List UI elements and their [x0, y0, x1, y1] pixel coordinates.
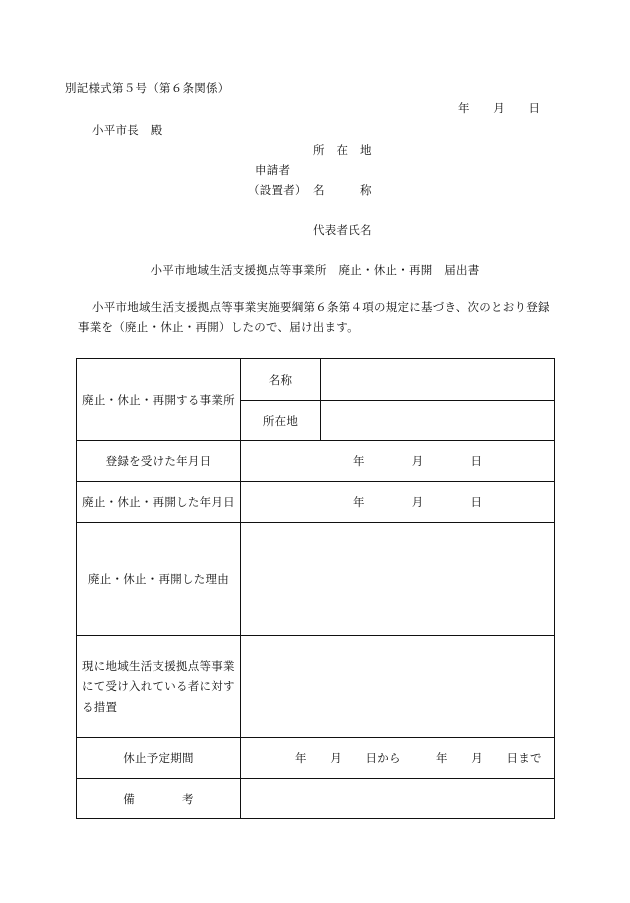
applicant-name-label: 名 称 — [313, 183, 372, 197]
addressee: 小平市長 殿 — [92, 123, 163, 137]
remarks-value-cell — [241, 779, 555, 819]
table-row — [77, 482, 555, 523]
office-label-cell: 廃止・休止・再開する事業所 — [77, 359, 241, 441]
table-row — [77, 523, 555, 636]
body-text-line-1: 小平市地域生活支援拠点等事業実施要綱第６条第４項の規定に基づき、次のとおり登録 — [92, 300, 550, 314]
representative-name-label: 代表者氏名 — [313, 223, 372, 237]
office-address-value-cell — [321, 401, 555, 441]
establisher-label: （設置者） — [248, 183, 307, 197]
table-row — [77, 636, 555, 738]
remarks-label-cell: 備 考 — [77, 779, 241, 819]
table-row — [77, 779, 555, 819]
reason-label-cell: 廃止・休止・再開した理由 — [77, 523, 241, 636]
reason-value-cell — [241, 523, 555, 636]
measures-label-cell: 現に地域生活支援拠点等事業にて受け入れている者に対する措置 — [77, 636, 241, 738]
measures-value-cell — [241, 636, 555, 738]
suspension-period-value-cell: 年 月 日から 年 月 日まで — [241, 738, 555, 779]
notification-table — [76, 358, 555, 819]
office-address-label-cell: 所在地 — [241, 401, 321, 441]
document-title: 小平市地域生活支援拠点等事業所 廃止・休止・再開 届出書 — [150, 263, 480, 277]
table-row — [77, 441, 555, 482]
registration-date-value-cell: 年 月 日 — [241, 441, 555, 482]
applicant-label: 申請者 — [255, 163, 291, 177]
office-name-value-cell — [321, 359, 555, 401]
suspension-period-label-cell: 休止予定期間 — [77, 738, 241, 779]
change-date-label-cell: 廃止・休止・再開した年月日 — [77, 482, 241, 523]
form-number: 別記様式第５号（第６条関係） — [65, 81, 230, 95]
submission-date: 年 月 日 — [458, 101, 541, 115]
office-name-label-cell: 名称 — [241, 359, 321, 401]
registration-date-label-cell: 登録を受けた年月日 — [77, 441, 241, 482]
applicant-address-label: 所 在 地 — [313, 143, 372, 157]
body-text-line-2: 事業を（廃止・休止・再開）したので、届け出ます。 — [78, 320, 359, 334]
table-row — [77, 359, 555, 401]
table-row — [77, 738, 555, 779]
change-date-value-cell: 年 月 日 — [241, 482, 555, 523]
